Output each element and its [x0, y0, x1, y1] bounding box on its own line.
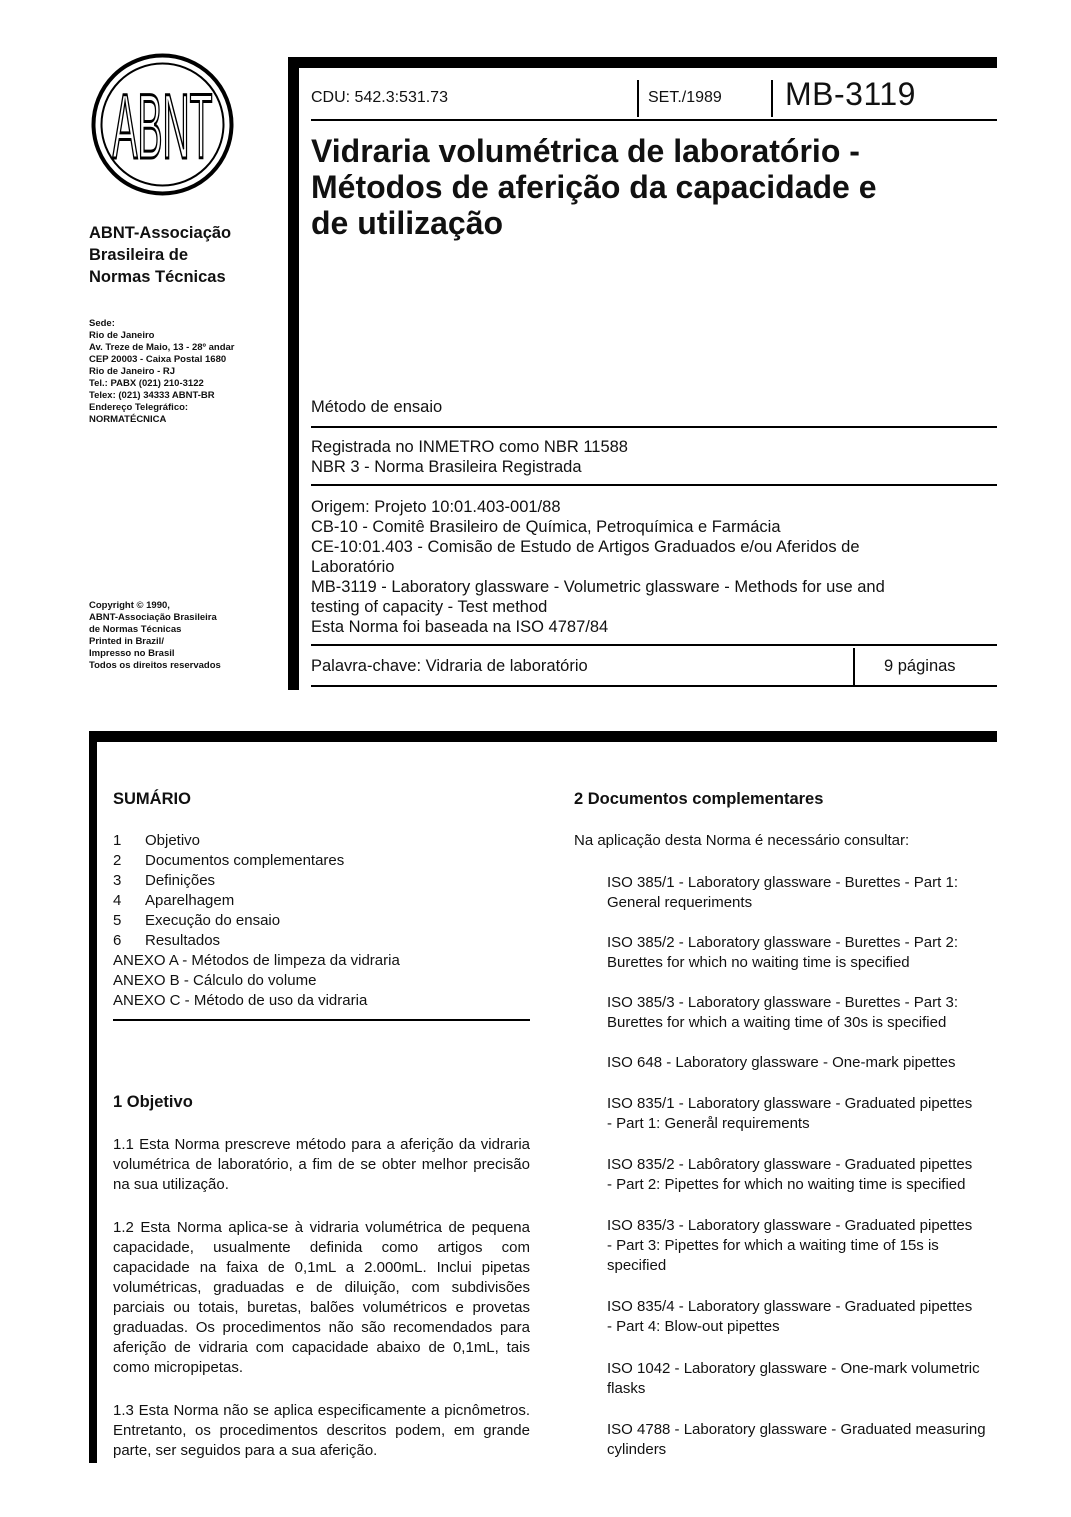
- reference-line: ISO 835/4 - Laboratory glassware - Graduated pipettes: [607, 1298, 973, 1315]
- copyright-line: ABNT-Associação Brasileira: [89, 612, 217, 623]
- section-2-heading: 2 Documentos complementares: [574, 790, 824, 808]
- info-rule: [311, 685, 997, 687]
- toc-item: [113, 831, 200, 851]
- header-left-rule: [288, 57, 299, 690]
- info-rule: [311, 644, 997, 646]
- address-line: Av. Treze de Maio, 13 - 28º andar: [89, 342, 235, 353]
- publication-date: SET./1989: [648, 89, 722, 106]
- reference-line: ISO 648 - Laboratory glassware - One-mark pipettes: [607, 1054, 956, 1071]
- reference-line: ISO 835/2 - Labôratory glassware - Graduated pipettes: [607, 1156, 973, 1173]
- reference-item: [607, 1216, 1002, 1276]
- reference-item: [607, 993, 1002, 1033]
- address-line: Endereço Telegráfico:: [89, 402, 189, 413]
- address-line: Sede:: [89, 318, 115, 329]
- toc-item: [113, 871, 215, 891]
- paragraph-1-3: 1.3 Esta Norma não se aplica especificamente a picnômetros. Entretanto, os procedimentos descritos podem, em grande parte, ser seguidos para a sua aferição.: [113, 1402, 530, 1459]
- header-rule: [311, 119, 997, 121]
- body-top-rule: [89, 731, 997, 742]
- keyword: Palavra-chave: Vidraria de laboratório: [311, 657, 588, 675]
- title-line: Vidraria volumétrica de laboratório -: [311, 133, 860, 169]
- toc-label: Resultados: [145, 932, 221, 949]
- origin-line: CB-10 - Comitê Brasileiro de Química, Petroquímica e Farmácia: [311, 518, 781, 536]
- registration-block: [311, 437, 628, 477]
- address-line: NORMATÉCNICA: [89, 414, 167, 425]
- toc-item: [113, 891, 234, 911]
- toc-item: [113, 911, 280, 931]
- section-2-intro: Na aplicação desta Norma é necessário consultar:: [574, 832, 910, 849]
- org-name-line: ABNT-Associação: [89, 224, 232, 242]
- reference-line: ISO 1042 - Laboratory glassware - One-mark volumetric: [607, 1360, 980, 1377]
- reference-item: [607, 1297, 1002, 1337]
- reference-line: - Part 1: Generål requirements: [607, 1115, 810, 1132]
- title-line: de utilização: [311, 205, 504, 241]
- origin-line: MB-3119 - Laboratory glassware - Volumetric glassware - Methods for use and: [311, 578, 885, 596]
- copyright-line: Todos os direitos reservados: [89, 660, 221, 671]
- copyright-block: [89, 600, 289, 672]
- toc-annex: ANEXO A - Métodos de limpeza da vidraria: [113, 952, 400, 969]
- registration-line: Registrada no INMETRO como NBR 11588: [311, 438, 628, 456]
- reference-line: - Part 4: Blow-out pipettes: [607, 1318, 780, 1335]
- reference-line: ISO 4788 - Laboratory glassware - Graduated measuring: [607, 1421, 986, 1438]
- toc-annex: ANEXO C - Método de uso da vidraria: [113, 992, 368, 1009]
- copyright-line: Impresso no Brasil: [89, 648, 175, 659]
- abnt-logo: [90, 52, 235, 197]
- reference-line: cylinders: [607, 1441, 667, 1458]
- paragraph-1-1: 1.1 Esta Norma prescreve método para a aferição da vidraria volumétrica de laboratório, a fim de se obter melhor precisão na sua utilização.: [113, 1136, 530, 1193]
- method-type: Método de ensaio: [311, 398, 443, 416]
- reference-item: [607, 1155, 1002, 1195]
- address-line: Telex: (021) 34333 ABNT-BR: [89, 390, 215, 401]
- reference-line: ISO 835/3 - Laboratory glassware - Graduated pipettes: [607, 1217, 973, 1234]
- reference-line: Burettes for which a waiting time of 30s is specified: [607, 1014, 947, 1031]
- toc-item: [113, 931, 220, 951]
- origin-line: Origem: Projeto 10:01.403-001/88: [311, 498, 561, 516]
- org-name-line: Brasileira de: [89, 246, 189, 264]
- reference-item: [607, 933, 1002, 973]
- copyright-line: de Normas Técnicas: [89, 624, 182, 635]
- info-rule: [311, 426, 997, 428]
- reference-line: ISO 835/1 - Laboratory glassware - Graduated pipettes: [607, 1095, 973, 1112]
- reference-item: [607, 1094, 1002, 1134]
- copyright-line: Printed in Brazil/: [89, 636, 164, 647]
- standard-code: MB-3119: [785, 76, 916, 112]
- copyright-line: Copyright © 1990,: [89, 600, 170, 611]
- organization-name: [89, 222, 279, 288]
- toc-label: Definições: [145, 872, 216, 889]
- origin-block: [311, 497, 991, 637]
- summary-rule: [113, 1019, 530, 1021]
- origin-line: Esta Norma foi baseada na ISO 4787/84: [311, 618, 609, 636]
- paragraph-1-2: 1.2 Esta Norma aplica-se à vidraria volumétrica de pequena capacidade, usualmente definida como artigos com capacidade na faixa de 0,1mL a 2.000mL. Inclui pipetas volumétricas, graduadas e de diluição, com subdivisões parciais ou totais, buretas, balões volumétricos e provetas graduadas. Os procedimentos não são recomendados para aferição de vidraria com capacidade abaixo de 0,1mL, tais como micropipetas.: [113, 1219, 530, 1376]
- toc-item: [113, 851, 344, 871]
- origin-line: Laboratório: [311, 558, 395, 576]
- reference-line: - Part 3: Pipettes for which a waiting time of 15s is: [607, 1237, 939, 1254]
- org-name-line: Normas Técnicas: [89, 268, 226, 286]
- reference-line: - Part 2: Pipettes for which no waiting time is specified: [607, 1176, 966, 1193]
- address-line: Rio de Janeiro - RJ: [89, 366, 176, 377]
- registration-line: NBR 3 - Norma Brasileira Registrada: [311, 458, 582, 476]
- origin-line: testing of capacity - Test method: [311, 598, 548, 616]
- origin-line: CE-10:01.403 - Comisão de Estudo de Artigos Graduados e/ou Aferidos de: [311, 538, 860, 556]
- pages-divider: [853, 648, 855, 686]
- summary-heading: SUMÁRIO: [113, 790, 191, 808]
- cdu-code: CDU: 542.3:531.73: [311, 89, 448, 106]
- toc-number: 6: [113, 932, 122, 949]
- toc-number: 1: [113, 832, 122, 849]
- info-rule: [311, 484, 997, 486]
- reference-line: ISO 385/1 - Laboratory glassware - Burettes - Part 1:: [607, 874, 958, 891]
- toc-number: 2: [113, 852, 122, 869]
- body-left-rule: [89, 731, 97, 1463]
- address-line: CEP 20003 - Caixa Postal 1680: [89, 354, 227, 365]
- title-line: Métodos de aferição da capacidade e: [311, 169, 877, 205]
- document-title: [311, 133, 991, 241]
- toc-label: Execução do ensaio: [145, 912, 281, 929]
- toc-number: 5: [113, 912, 122, 929]
- toc-annex: ANEXO B - Cálculo do volume: [113, 972, 317, 989]
- toc-label: Aparelhagem: [145, 892, 235, 909]
- reference-line: Burettes for which no waiting time is specified: [607, 954, 910, 971]
- address-line: Rio de Janeiro: [89, 330, 155, 341]
- reference-item: [607, 1359, 1002, 1399]
- toc-number: 3: [113, 872, 122, 889]
- reference-line: specified: [607, 1257, 667, 1274]
- toc-number: 4: [113, 892, 122, 909]
- reference-line: General requeriments: [607, 894, 753, 911]
- reference-line: ISO 385/2 - Laboratory glassware - Burettes - Part 2:: [607, 934, 958, 951]
- logo-text: ABNT: [112, 76, 213, 178]
- reference-line: ISO 385/3 - Laboratory glassware - Burettes - Part 3:: [607, 994, 958, 1011]
- organization-address: [89, 318, 289, 426]
- header-top-rule: [288, 57, 997, 68]
- reference-item: [607, 873, 1002, 913]
- code-divider: [771, 80, 773, 117]
- reference-line: flasks: [607, 1380, 646, 1397]
- toc-label: Objetivo: [145, 832, 201, 849]
- section-1-heading: 1 Objetivo: [113, 1093, 193, 1111]
- reference-item: [607, 1420, 1002, 1460]
- toc-label: Documentos complementares: [145, 852, 345, 869]
- page-count: 9 páginas: [884, 657, 956, 675]
- reference-item: [607, 1053, 1002, 1073]
- date-divider: [637, 80, 639, 117]
- address-line: Tel.: PABX (021) 210-3122: [89, 378, 204, 389]
